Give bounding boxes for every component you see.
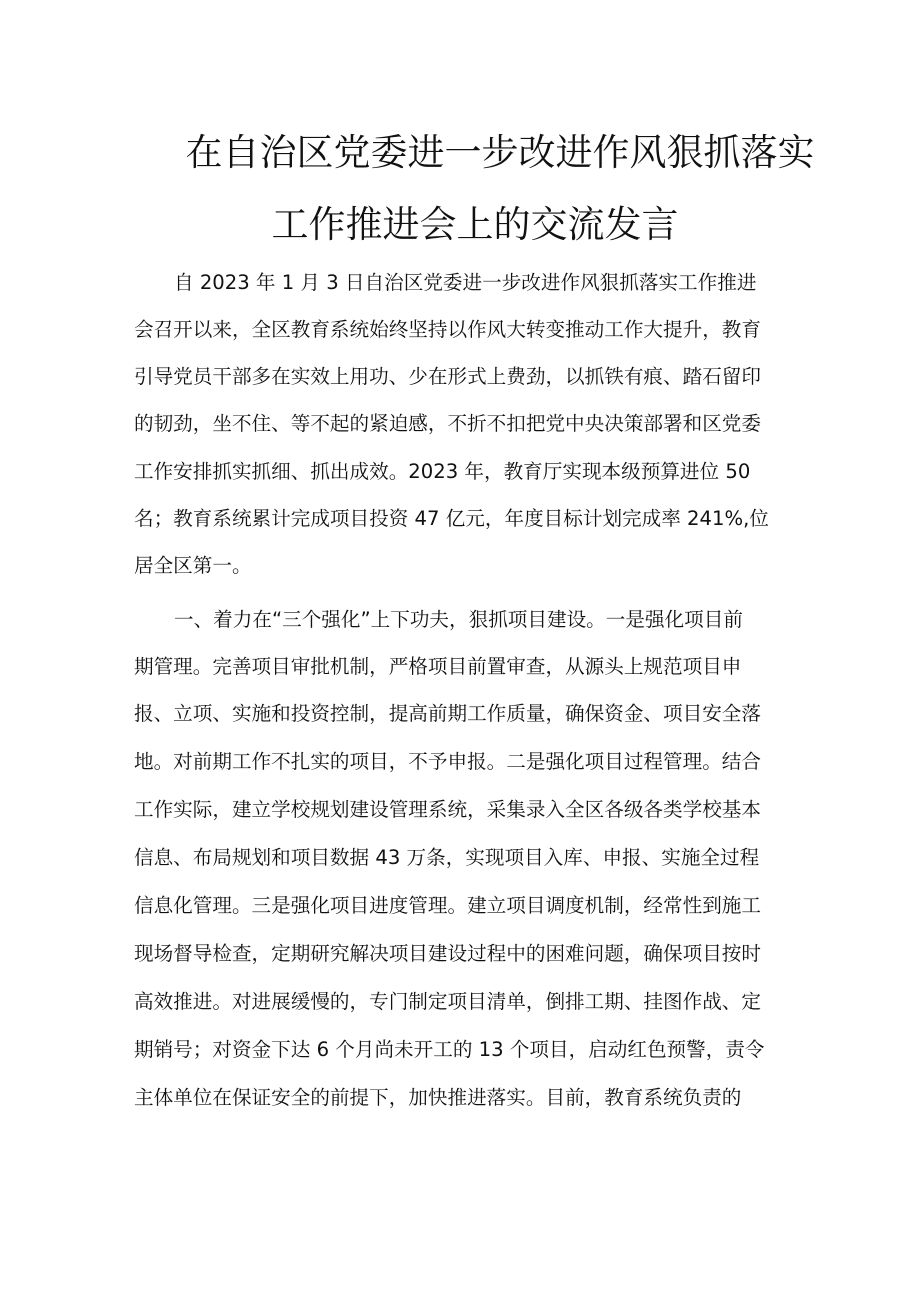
- paragraph-1-line: 引导党员干部多在实效上用功、少在形式上费劲，以抓铁有痕、踏石留印: [134, 365, 761, 388]
- document-title-line-2: 工作推进会上的交流发言: [271, 203, 679, 246]
- paragraph-1-line: 会召开以来，全区教育系统始终坚持以作风大转变推动工作大提升，教育: [134, 318, 761, 341]
- paragraph-2-line: 主体单位在保证安全的前提下，加快推进落实。目前，教育系统负责的: [134, 1086, 742, 1109]
- paragraph-2-line: 高效推进。对进展缓慢的，专门制定项目清单，倒排工期、挂图作战、定: [134, 990, 761, 1013]
- paragraph-2-line: 期销号；对资金下达 6 个月尚未开工的 13 个项目，启动红色预警，责令: [134, 1038, 765, 1061]
- paragraph-2-line: 报、立项、实施和投资控制，提高前期工作质量，确保资金、项目安全落: [134, 702, 761, 725]
- document-title-line-1: 在自治区党委进一步改进作风狠抓落实: [185, 131, 815, 174]
- paragraph-2-line: 现场督导检查，定期研究解决项目建设过程中的困难问题，确保项目按时: [134, 942, 761, 965]
- paragraph-1-line: 名；教育系统累计完成项目投资 47 亿元，年度目标计划完成率 241%,位: [134, 507, 769, 530]
- paragraph-2-line: 工作实际，建立学校规划建设管理系统，采集录入全区各级各类学校基本: [134, 798, 761, 821]
- paragraph-2-line: 一、着力在“三个强化”上下功夫，狠抓项目建设。一是强化项目前: [174, 608, 743, 631]
- paragraph-2-line: 信息、布局规划和项目数据 43 万条，实现项目入库、申报、实施全过程: [134, 846, 760, 869]
- paragraph-1-line: 居全区第一。: [134, 554, 252, 577]
- paragraph-1-line: 的韧劲，坐不住、等不起的紧迫感，不折不扣把党中央决策部署和区党委: [134, 412, 761, 435]
- paragraph-2-line: 信息化管理。三是强化项目进度管理。建立项目调度机制，经常性到施工: [134, 894, 761, 917]
- paragraph-2-line: 期管理。完善项目审批机制，严格项目前置审查，从源头上规范项目申: [134, 655, 742, 678]
- paragraph-1-line: 工作安排抓实抓细、抓出成效。2023 年，教育厅实现本级预算进位 50: [134, 460, 751, 483]
- paragraph-1-line: 自 2023 年 1 月 3 日自治区党委进一步改进作风狠抓落实工作推进: [174, 271, 757, 294]
- paragraph-2-line: 地。对前期工作不扎实的项目，不予申报。二是强化项目过程管理。结合: [134, 750, 761, 773]
